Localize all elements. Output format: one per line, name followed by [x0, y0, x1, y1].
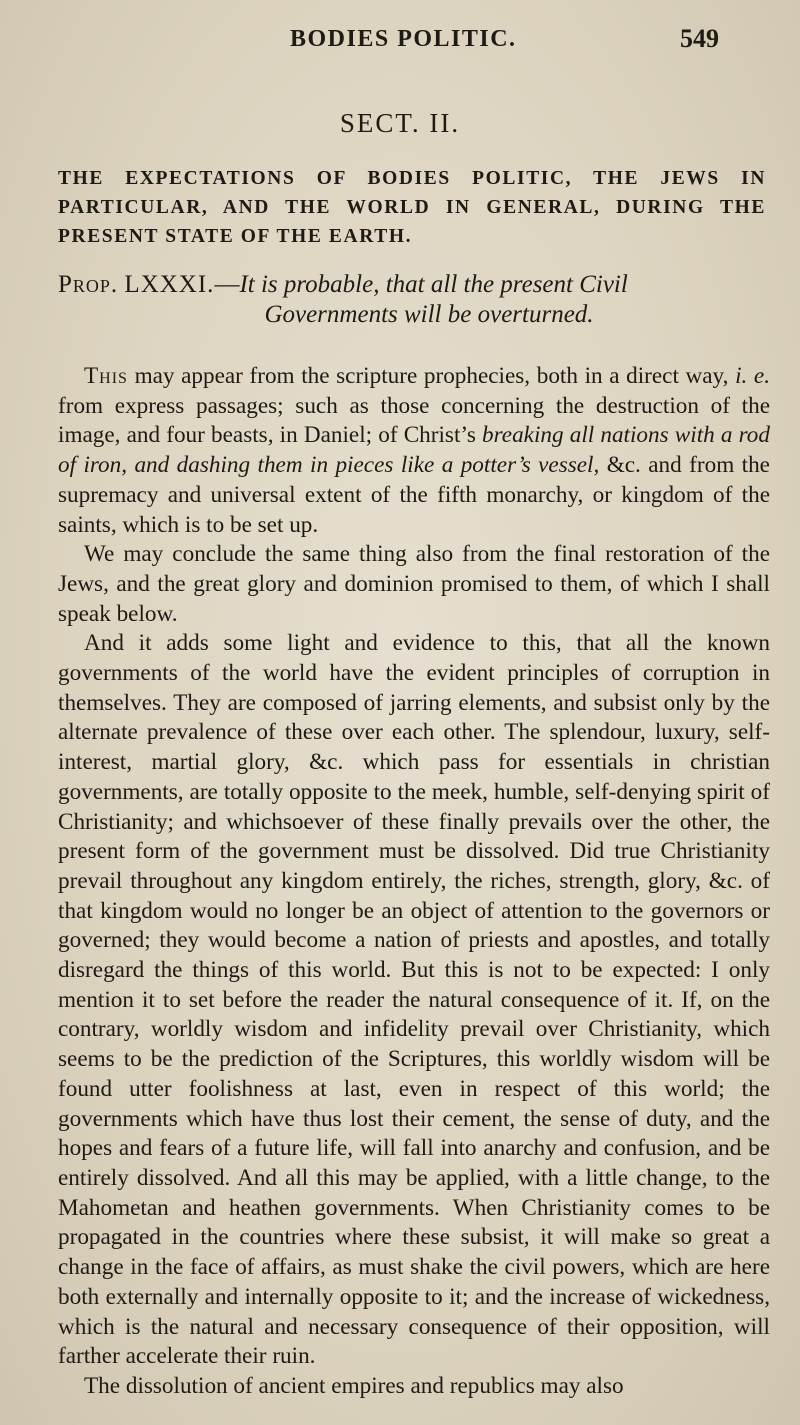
proposition-label: Prop. — [58, 271, 119, 298]
paragraph-3: And it adds some light and evidence to this, that all the known governments of the world have the evident principles of corruption in themselves. They are composed of jarring elements, and subsist only by the alternate prevalence of these over each other. The splendour, luxury, self-interest, martial glory, &c. which pass for essentials in christian governments, are totally opposite to the meek, humble, self-denying spirit of Christianity; and whichsoever of these finally prevails over the other, the present form of the government must be dissolved. Did true Christianity prevail throughout any kingdom entirely, the riches, strength, glory, &c. of that kingdom would no longer be an object of attention to the governors or governed; they would become a nation of priests and apostles, and totally disregard the things of this world. But this is not to be expected: I only mention it to set before the reader the natural consequence of it. If, on the contrary, worldly wisdom and infidelity prevail over Christianity, which seems to be the prediction of the Scriptures, this worldly wisdom will be found utter foolishness at last, even in respect of this world; the governments which have thus lost their cement, the sense of duty, and the hopes and fears of a future life, will fall into anarchy and confusion, and be entirely dissolved. And all this may be applied, with a little change, to the Mahometan and heathen governments. When Christianity comes to be propagated in the countries where these subsist, it will make so great a change in the face of affairs, as must shake the civil powers, which are here both externally and internally opposite to it; and the increase of wickedness, which is the natural and necessary consequence of their opposition, will farther accelerate their ruin. — [58, 630, 770, 1370]
proposition-number: LXXXI. — [124, 271, 215, 298]
paragraph-1-text-c: &c. and from the supremacy and universal extent of the fifth monarchy, or kingdom of the saints, which is to be set up. — [58, 452, 770, 538]
paragraph-2: We may conclude the same thing also from the final restoration of the Jews, and the great glory and dominion promised to them, of which I shall speak below. — [58, 541, 770, 627]
section-subtitle: THE EXPECTATIONS OF BODIES POLITIC, THE JEWS IN PARTICULAR, AND THE WORLD IN GENERAL, DURING THE PRESENT STATE OF THE EARTH. — [58, 168, 766, 247]
paragraph-1 — [58, 362, 770, 540]
proposition — [58, 270, 770, 330]
page-number: 549 — [680, 24, 719, 53]
paragraph-1-italic-quote: breaking all nations with a rod of iron, and dashing them in pieces like a potter’s vessel, — [58, 422, 770, 479]
proposition-statement-line2: Governments will be overturned. — [264, 301, 594, 328]
proposition-statement-line1: It is probable, that all the present Civil — [239, 271, 628, 298]
paragraph-4: The dissolution of ancient empires and republics may also — [84, 1372, 624, 1399]
running-head — [0, 18, 800, 58]
paragraph-1-lead: This — [84, 363, 128, 389]
paragraph-1-text-b: from express passages; such as those concerning the destruction of the image, and four beasts, in Daniel; of Christ’s — [58, 392, 770, 449]
paragraph-1-ie: i. e. — [735, 363, 771, 389]
section-heading: SECT. II. — [339, 108, 461, 138]
proposition-dash: — — [214, 271, 240, 298]
running-title: BODIES POLITIC. — [290, 26, 517, 52]
body-text — [58, 362, 770, 1402]
paragraph-1-text-a: may appear from the scripture prophecies, both in a direct way, — [127, 363, 736, 389]
